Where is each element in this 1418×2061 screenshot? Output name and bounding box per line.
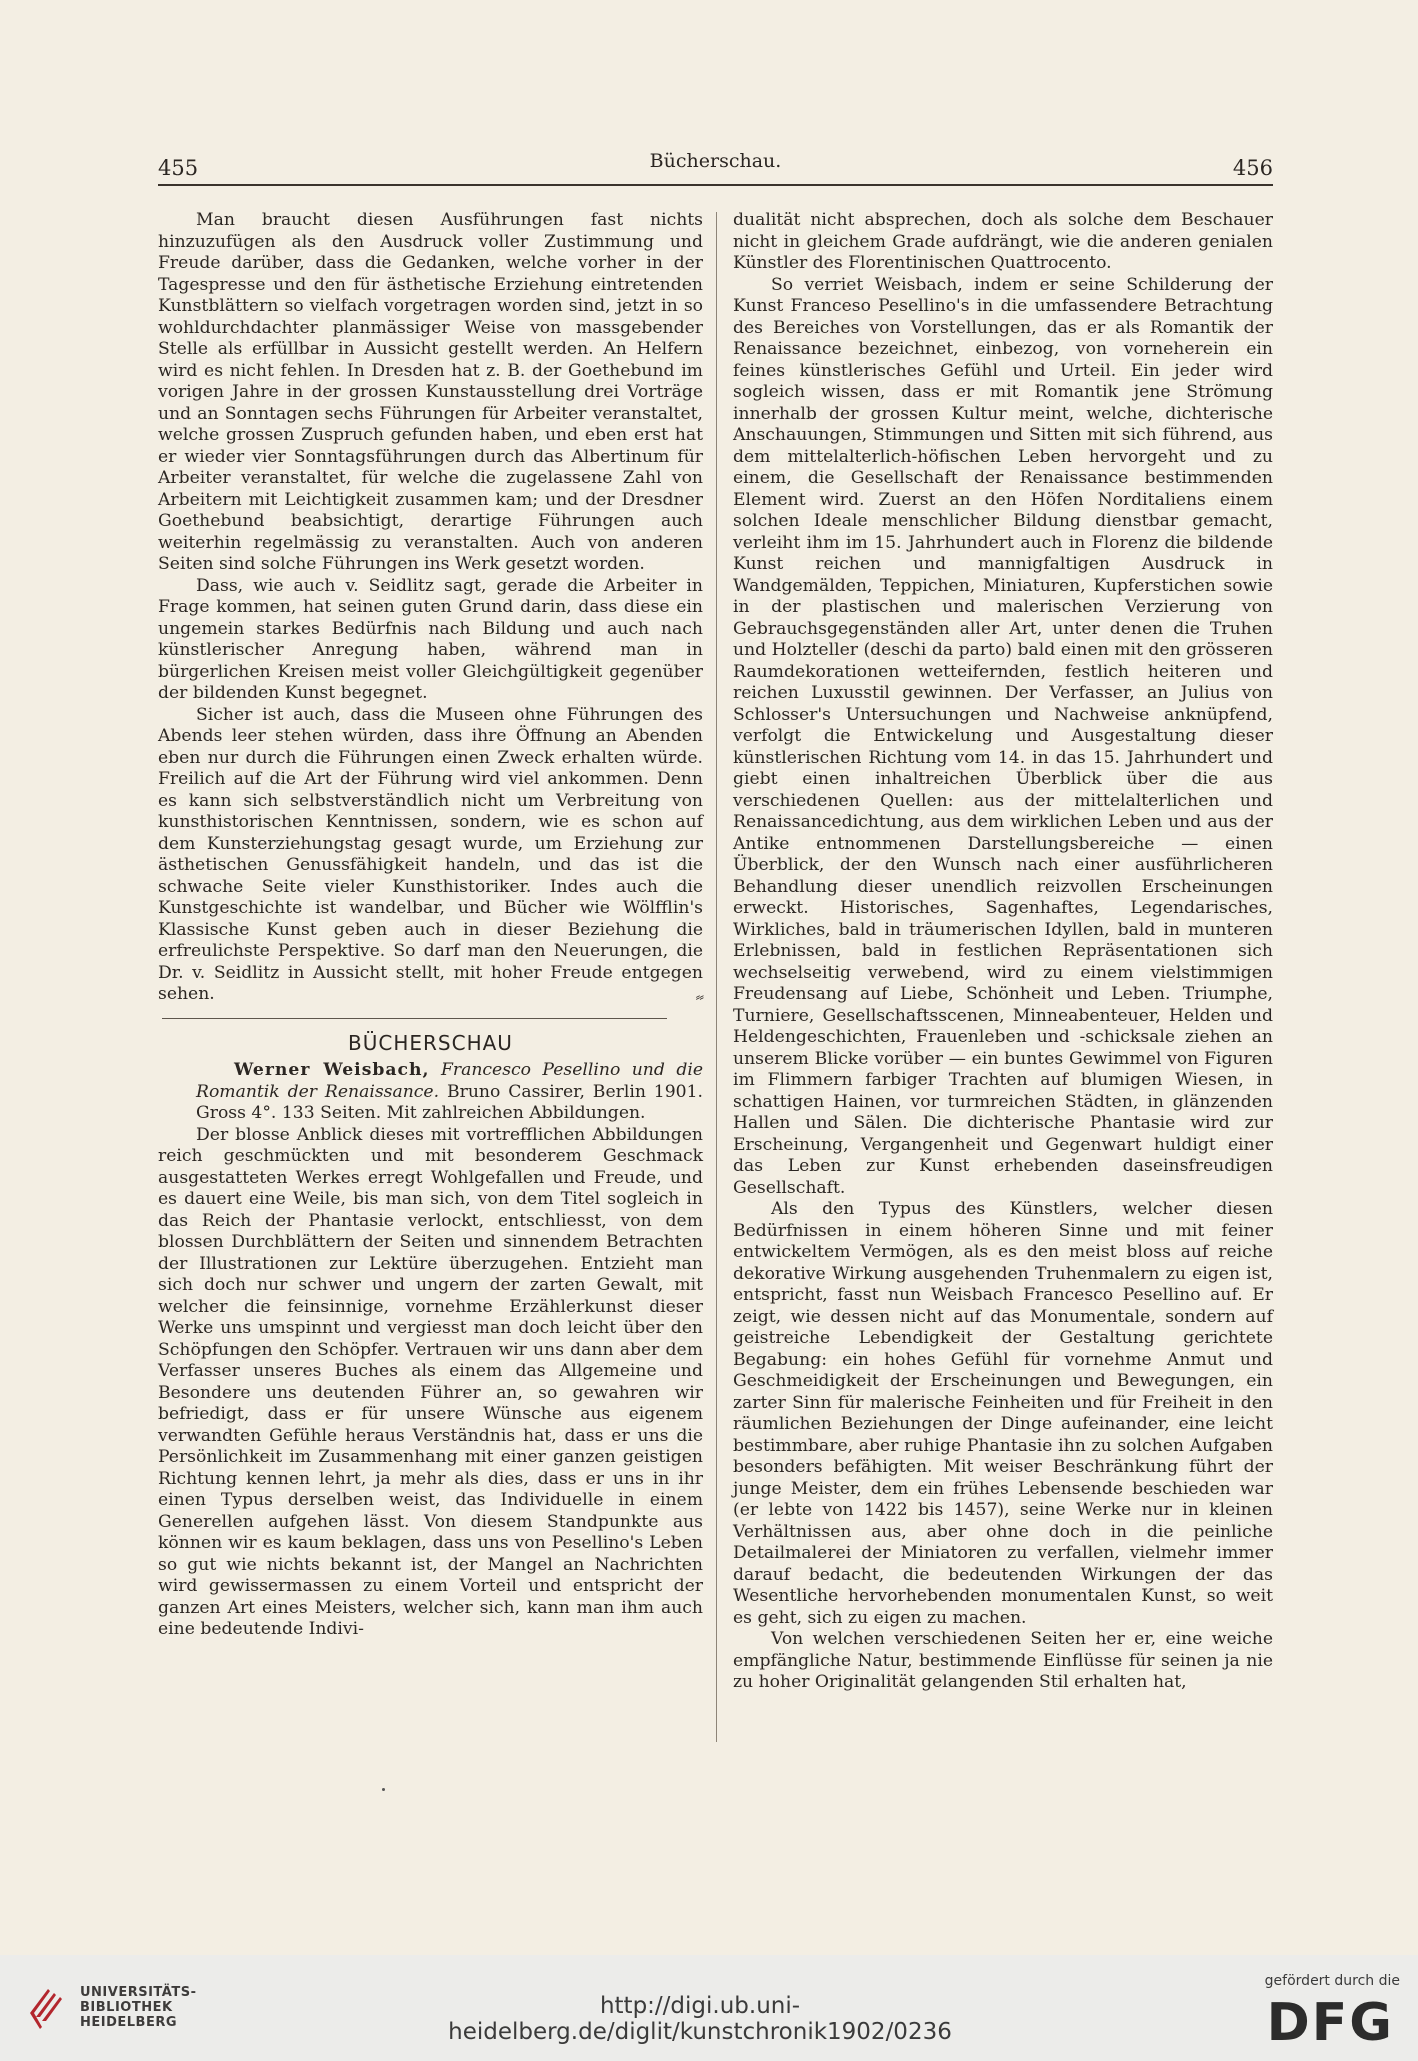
source-url-link[interactable]: http://digi.ub.uni-heidelberg.de/diglit/kunstchronik1902/0236	[448, 1993, 952, 2045]
left-column	[158, 210, 703, 1641]
section-rule	[162, 1018, 667, 1019]
university-library-logo-icon	[26, 1983, 68, 2035]
right-paragraph-3: Als den Typus des Künstlers, welcher diesen Bedürfnissen in einem höheren Sinne und mit feiner entwickeltem Vermögen, als es den meist bloss auf reiche dekorative Wirkung ausgehenden Truhenmalern zu eigen ist, entspricht, fasst nun Weisbach Francesco Pesellino auf. Er zeigt, wie dessen nicht auf das Monumentale, sondern auf geistreiche Lebendigkeit der Gestaltung gerichtete Begabung: ein hohes Gefühl für vornehme Anmut und Geschmeidigkeit der Erscheinungen und Bewegungen, ein zarter Sinn für malerische Feinheiten und für Freiheit in den räumlichen Beziehungen der Dinge aufeinander, eine leicht bestimmbare, aber ruhige Phantasie ihn zu solchen Aufgaben besonders befähigten. Mit weiser Beschränkung führt der junge Meister, dem ein frühes Lebensende beschieden war (er lebte von 1422 bis 1457), seine Werke nur in kleinen Verhältnissen aus, aber ohne doch in die peinliche Detailmalerei der Miniatoren zu verfallen, vielmehr immer darauf bedacht, die bedeutenden Wirkungen der das Wesentliche hervorhebenden monumentalen Kunst, so weit es geht, sich zu eigen zu machen.	[733, 1199, 1273, 1628]
left-paragraph-1: Man braucht diesen Ausführungen fast nichts hinzuzufügen als den Ausdruck voller Zustimmung und Freude darüber, dass die Gedanken, welche vorher in der Tagespresse und den für ästhetische Erziehung eintretenden Kunstblättern so vielfach vorgetragen worden sind, jetzt in so wohldurchdachter planmässiger Weise von massgebender Stelle als erfüllbar in Aussicht gestellt werden. An Helfern wird es nicht fehlen. In Dresden hat z. B. der Goethebund im vorigen Jahre in der grossen Kunstausstellung drei Vorträge und an Sonntagen sechs Führungen für Arbeiter veranstaltet, welche grossen Zuspruch gefunden haben, und eben erst hat er wieder vier Sonntagsführungen durch das Albertinum für Arbeiter veranstaltet, für welche die zugelassene Zahl von Arbeitern mit Leichtigkeit zusammen kam; und der Dresdner Goethebund beabsichtigt, derartige Führungen auch weiterhin regelmässig zu veranstalten. Auch von anderen Seiten sind solche Führungen ins Werk gesetzt worden.	[158, 210, 703, 574]
university-library-name	[80, 1985, 196, 2030]
library-line-3: HEIDELBERG	[80, 2015, 178, 2030]
left-paragraph-3-text: Sicher ist auch, dass die Museen ohne Führungen des Abends leer stehen würden, dass ihre Öffnung an Abenden eben nur durch die Führungen einen Zweck erhalten würde. Freilich auf die Art der Führung wird viel ankommen. Denn es kann sich selbstverständlich nicht um Verbreitung von kunsthistorischen Kenntnissen, sondern, wie es schon auf dem Kunsterziehungstag gesagt wurde, um Erziehung zur ästhetischen Genussfähigkeit handeln, und das ist die schwache Seite vieler Kunsthistoriker. Indes auch die Kunstgeschichte ist wandelbar, und Bücher wie Wölfflin's Klassische Kunst geben auch in dieser Beziehung die erfreulichste Perspektive. So darf man den Neuerungen, die Dr. v. Seidlitz in Aussicht stellt, mit hoher Freude entgegen sehen.	[158, 704, 703, 1004]
page-number-right: 456	[1232, 156, 1273, 180]
dfg-logo: DFG	[1266, 1993, 1394, 2053]
book-entry	[158, 1060, 703, 1125]
library-line-1: UNIVERSITÄTS-	[80, 1985, 197, 2000]
left-paragraph-3	[158, 705, 703, 1006]
book-title: Francesco Pesellino und die Romantik der Renaissance.	[196, 1060, 703, 1102]
footer-bar	[0, 1955, 1418, 2061]
book-author: Werner Weisbach,	[234, 1060, 430, 1080]
header-rule	[158, 184, 1273, 186]
book-publisher: Bruno Cassirer, Berlin 1901. Gross 4°. 133 Seiten. Mit zahlreichen Abbildungen.	[196, 1081, 703, 1123]
right-paragraph-4: Von welchen verschiedenen Seiten her er, eine weiche empfängliche Natur, bestimmende Einflüsse für seinen ja nie zu hoher Originalität gelangenden Stil erhalten hat,	[733, 1629, 1273, 1692]
right-paragraph-2: So verriet Weisbach, indem er seine Schilderung der Kunst Franceso Pesellino's in die umfassendere Betrachtung des Bereiches von Vorstellungen, das er als Romantik der Renaissance bezeichnet, einbezog, von vorneherein ein feines künstlerisches Gefühl und Urteil. Ein jeder wird sogleich wissen, dass er mit Romantik jene Strömung innerhalb der grossen Kultur meint, welche, dichterische Anschauungen, Stimmungen und Sitten mit sich führend, aus dem mittelalterlich-höfischen Leben hervorgeht und zu einem, die Gesellschaft der Renaissance bestimmenden Element wird. Zuerst an den Höfen Norditaliens einem solchen Ideale menschlicher Bildung dienstbar gemacht, verleiht ihm im 15. Jahrhundert auch in Florenz die bildende Kunst reichen und mannigfaltigen Ausdruck in Wandgemälden, Teppichen, Miniaturen, Kupferstichen sowie in der plastischen und malerischen Verzierung von Gebrauchsgegenständen aller Art, unter denen die Truhen und Holzteller (deschi da parto) bald einen mit den grösseren Raumdekorationen wetteifernden, festlich heiteren und reichen Luxusstil gewinnen. Der Verfasser, an Julius von Schlosser's Untersuchungen und Nachweise anknüpfend, verfolgt die Entwickelung und Ausgestaltung dieser künstlerischen Richtung vom 14. in das 15. Jahrhundert und giebt einen inhaltreichen Überblick über die aus verschiedenen Quellen: aus der mittelalterlichen und Renaissancedichtung, aus dem wirklichen Leben und aus der Antike entnommenen Darstellungsbereiche — einen Überblick, der den Wunsch nach einer ausführlicheren Behandlung dieser unendlich reizvollen Erscheinungen erweckt. Historisches, Sagenhaftes, Legendarisches, Wirkliches, bald in träumerischen Idyllen, bald in munteren Erlebnissen, bald in festlichen Repräsentationen sich wechselseitig verwebend, wird zu einem vielstimmigen Freudensang auf Liebe, Schönheit und Leben. Triumphe, Turniere, Gesellschaftsscenen, Minneabenteuer, Helden und Heldengeschichten, Frauenleben und -schicksale ziehen an unserem Blicke vorüber — ein buntes Gewimmel von Figuren im Flimmern farbiger Trachten auf blumigen Wiesen, in schattigen Hainen, vor turmreichen Städten, in glänzenden Hallen und Sälen. Die dichterische Phantasie wird zur Erscheinung, Vergangenheit und Gegenwart huldigt einer das Leben zur Kunst erhebenden daseinsfreudigen Gesellschaft.	[733, 274, 1273, 1198]
review-paragraph: Der blosse Anblick dieses mit vortrefflichen Abbildungen reich geschmückten und mit besonderem Geschmack ausgestatteten Werkes erregt Wohlgefallen und Freude, und es dauert eine Weile, bis man sich, von dem Titel sogleich in das Reich der Phantasie verlockt, entschliesst, von dem blossen Durchblättern der Seiten und sinnendem Betrachten der Illustrationen zur Lektüre überzugehen. Entzieht man sich doch nur schwer und ungern der zarten Gewalt, mit welcher die feinsinnige, vornehme Erzählerkunst dieser Werke uns umspinnt und vergiesst man doch leicht über den Schöpfungen den Schöpfer. Vertrauen wir uns dann aber dem Verfasser unseres Buches als einem das Allgemeine und Besondere uns deutenden Führer an, so gewahren wir befriedigt, dass er für unsere Wünsche aus eigenem verwandten Gefühle heraus Verständnis hat, dass er uns die Persönlichkeit im Zusammenhang mit einer ganzen geistigen Richtung kennen lehrt, ja mehr als dies, dass er uns in ihr einen Typus derselben weist, das Individuelle in einem Generellen aufgehen lässt. Von diesem Standpunkte aus können wir es kaum beklagen, dass uns von Pesellino's Leben so gut wie nichts bekannt ist, der Mangel an Nachrichten wird gewissermassen zu einem Vorteil und entspricht der ganzen Art eines Meisters, welcher sich, kann man ihm auch eine bedeutende Indivi-	[158, 1124, 703, 1639]
left-paragraph-2: Dass, wie auch v. Seidlitz sagt, gerade die Arbeiter in Frage kommen, hat seinen guten Grund darin, dass diese ein ungemein starkes Bedürfnis nach Bildung und auch nach künstlerischer Anregung haben, während man in bürgerlichen Kreisen meist voller Gleichgültigkeit gegenüber der bildenden Kunst begegnet.	[158, 575, 703, 703]
end-mark: ⸗⸗	[695, 989, 703, 1005]
column-divider	[716, 212, 717, 1742]
running-title: Bücherschau.	[649, 150, 782, 172]
library-line-2: BIBLIOTHEK	[80, 2000, 173, 2015]
right-paragraph-1: dualität nicht absprechen, doch als solche dem Beschauer nicht in gleichem Grade aufdrängt, wie die anderen genialen Künstler des Florentinischen Quattrocento.	[733, 210, 1273, 273]
page-header	[158, 150, 1273, 186]
right-column	[733, 210, 1273, 1694]
section-title: BÜCHERSCHAU	[348, 1030, 513, 1055]
funder-caption: gefördert durch die	[1264, 1973, 1400, 1989]
ink-spot	[382, 1788, 385, 1791]
page-number-left: 455	[158, 156, 199, 180]
